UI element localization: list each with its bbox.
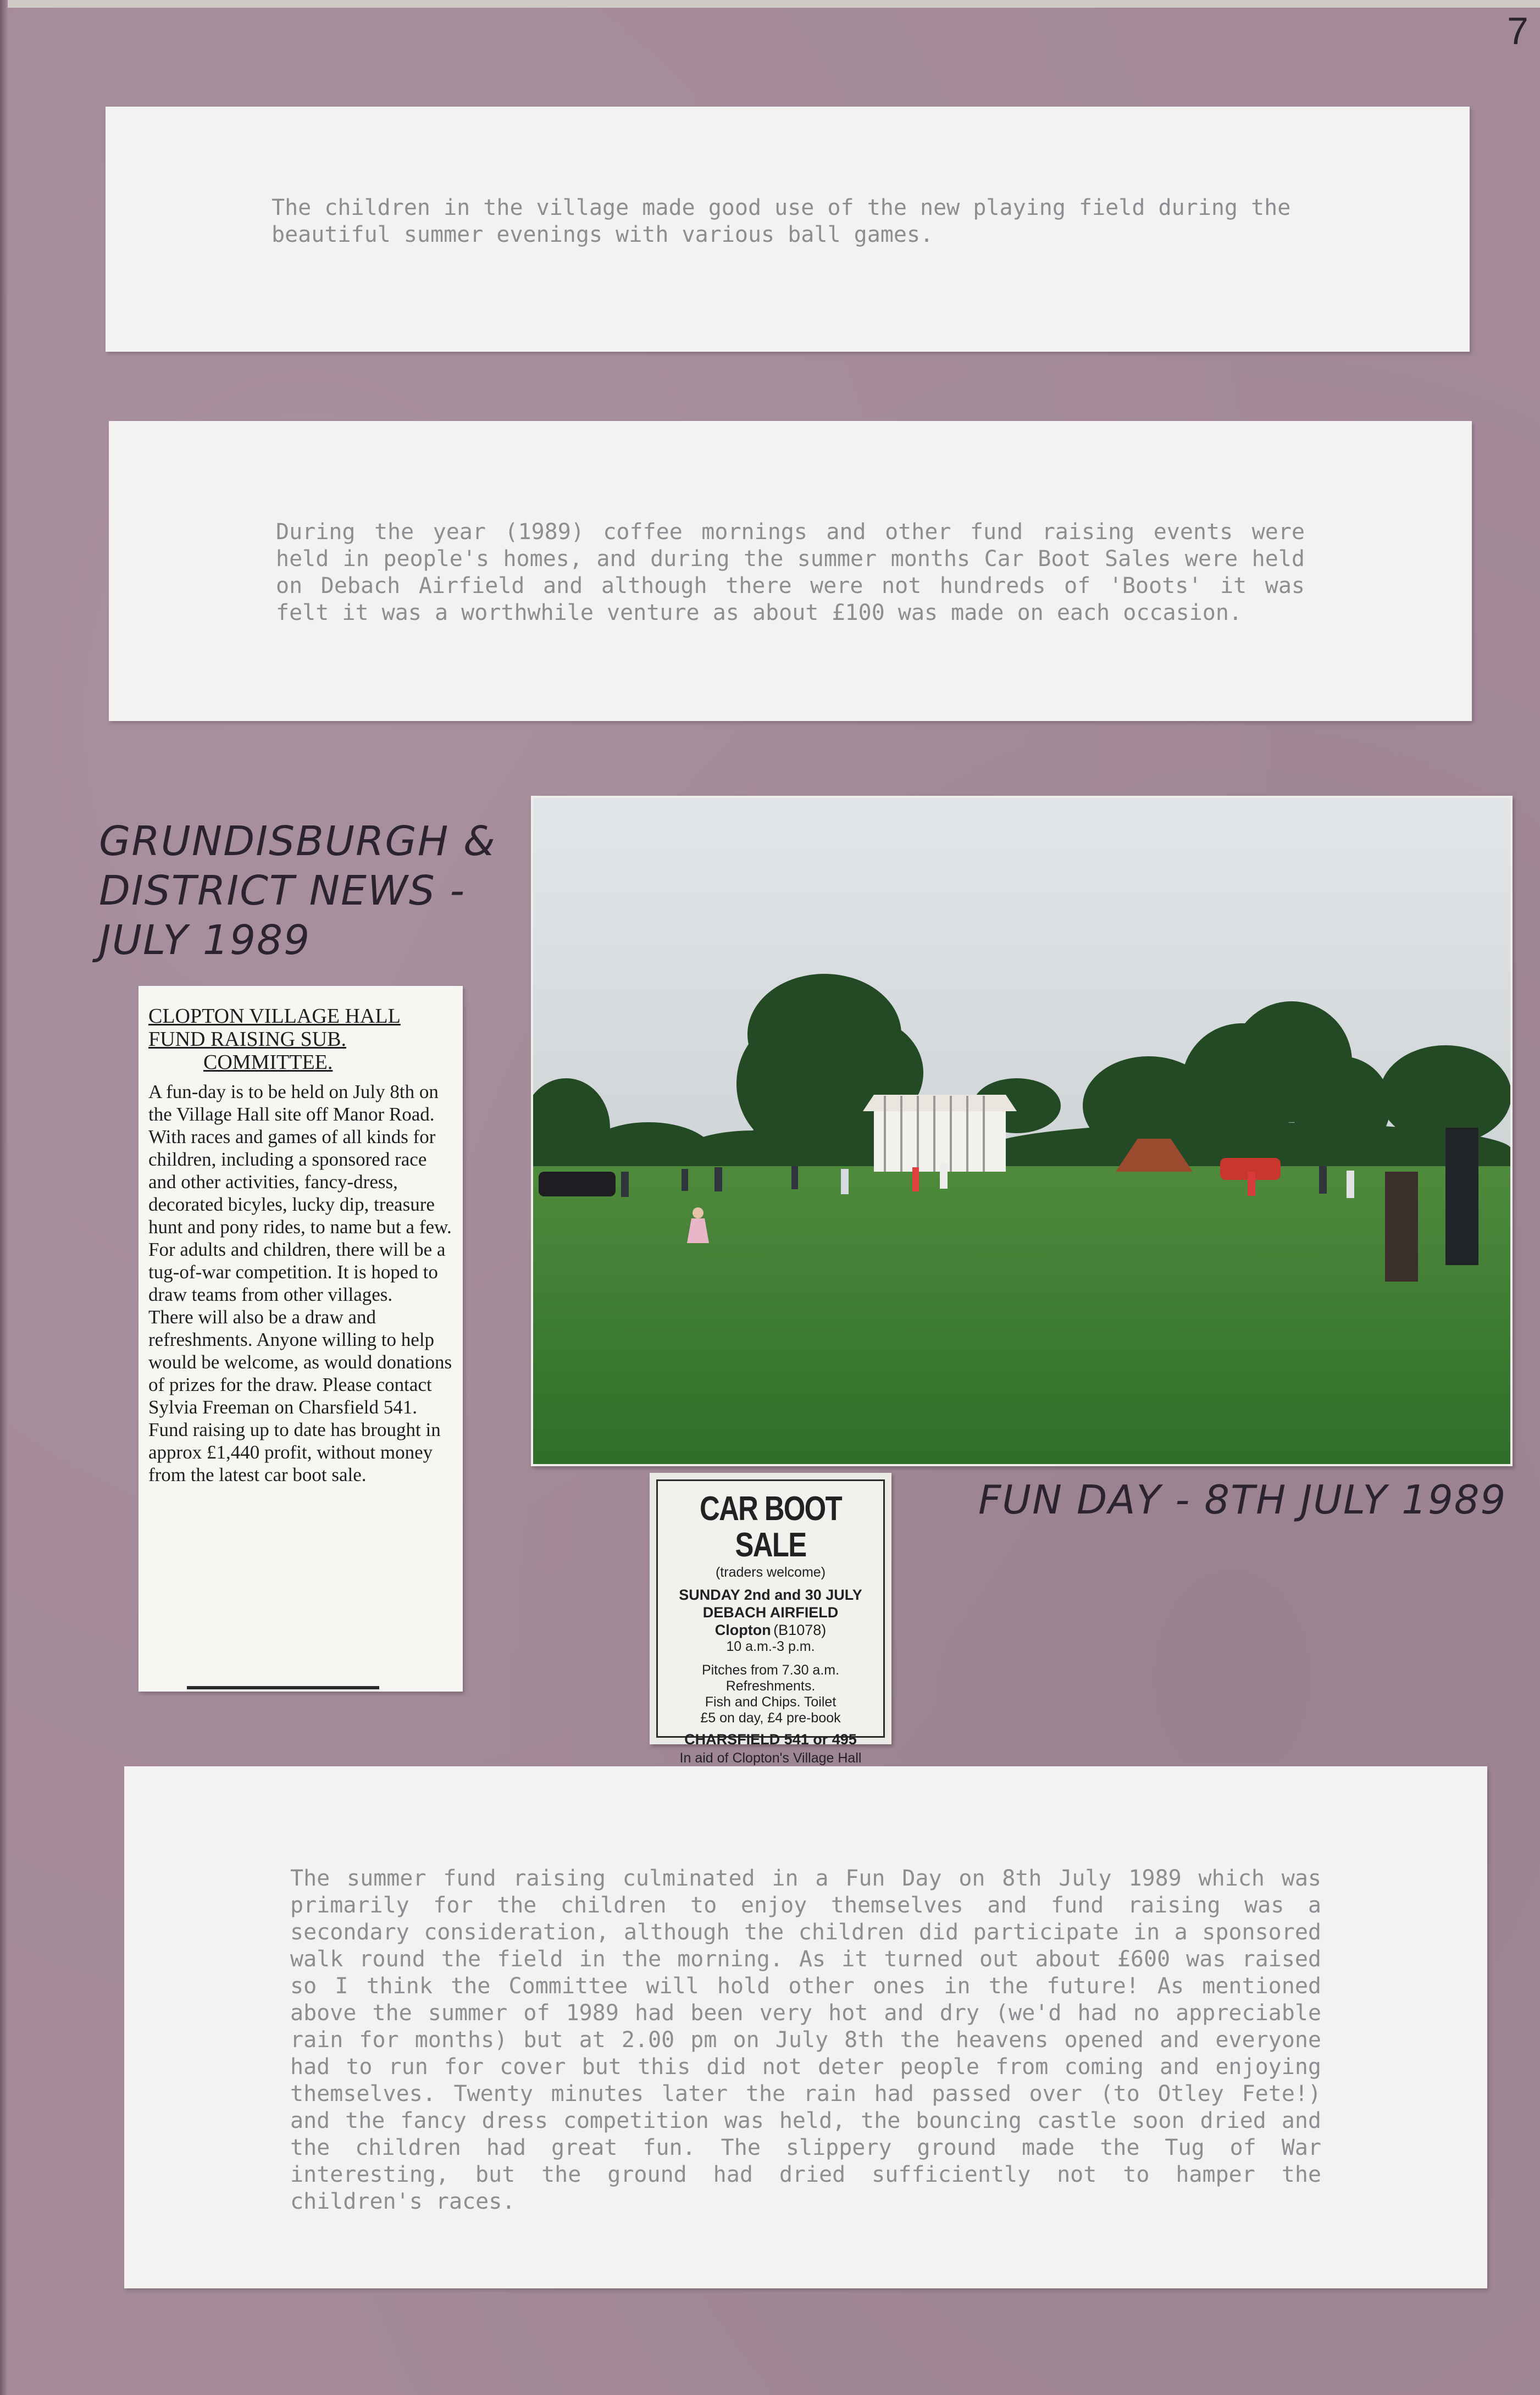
photo-caption: FUN DAY - 8TH JULY 1989 <box>978 1477 1507 1523</box>
typed-note-fun-day <box>124 1766 1487 2288</box>
clipping-body: A fun-day is to be held on July 8th on the Village Hall site off Manor Road. With races and games of all kinds for children, including a sponsored race and other activities, fancy-dress, decorated bicyles, lucky dip, treasure hunt and pony rides, to name but a few. For adults and children, there will be a tug-of-war competition. It is hoped to draw teams from other villages. <box>148 1081 452 1305</box>
advert-aid: In aid of Clopton's Village Hall <box>679 1750 862 1766</box>
typed-note-playing-field <box>106 107 1470 352</box>
clipping-title-line: FUND RAISING SUB. <box>148 1028 346 1051</box>
page-number: 7 <box>1507 9 1528 52</box>
advert-title: CAR BOOT SALE <box>699 1490 842 1564</box>
handwritten-line: DISTRICT NEWS - <box>99 867 466 914</box>
advert-pitches: Pitches from 7.30 a.m. <box>701 1662 840 1678</box>
advert-dates: SUNDAY 2nd and 30 JULY <box>679 1587 862 1603</box>
advert-facilities: Fish and Chips. Toilet <box>705 1694 837 1710</box>
newspaper-clipping <box>139 986 463 1692</box>
clipping-title-line: COMMITTEE. <box>203 1051 333 1074</box>
dark-car <box>539 1172 616 1196</box>
advert-location <box>658 1621 883 1639</box>
advert-refreshments: Refreshments. <box>725 1678 816 1694</box>
advert-venue: DEBACH AIRFIELD <box>702 1604 839 1621</box>
handwritten-line: JULY 1989 <box>99 917 311 964</box>
advert-place: Clopton <box>714 1622 771 1638</box>
clipping-title-line: CLOPTON VILLAGE HALL <box>148 1005 401 1028</box>
advert-prices: £5 on day, £4 pre-book <box>700 1710 841 1726</box>
note-fun-day-text: The summer fund raising culminated in a Fun Day on 8th July 1989 which was primarily for the children to enjoy themselves and fund raising was a secondary consideration, although the children did participate in a sponsored walk round the field in the morning. As it turned out about £600 was raised so I think the Committee will hold other ones in the future! As mentioned above the summer of 1989 had been very hot and dry (we'd had no appreciable rain for months) but at 2.00 pm on July 8th the heavens opened and everyone had to run for cover but this did not deter people from coming and enjoying themselves. Twenty minutes later the rain had passed over (to Otley Fete!) and the fancy dress competition was held, the bouncing castle soon dried and the children had great fun. The slippery ground made the Tug of War interesting, but the ground had dried sufficiently not to hamper the children's races. <box>290 1866 1321 2214</box>
advert-hours: 10 a.m.-3 p.m. <box>726 1639 815 1654</box>
handwritten-source-label <box>99 817 496 965</box>
album-top-edge <box>0 0 1540 8</box>
photo-scene <box>533 798 1510 1464</box>
striped-marquee <box>863 1095 1017 1172</box>
clipping-body-continued: There will also be a draw and refreshments. Anyone willing to help would be welcome, as would donations of prizes for the draw. Please contact Sylvia Freeman on Charsfield 541. Fund raising up to date has brought in approx £1,440 profit, without money from the latest car boot sale. <box>148 1306 452 1485</box>
advert-traders: (traders welcome) <box>715 1565 826 1580</box>
grass-field <box>533 1166 1510 1464</box>
advert-road: (B1078) <box>773 1622 827 1638</box>
car-boot-sale-advert <box>650 1473 891 1766</box>
advert-border <box>656 1479 885 1766</box>
album-spine-edge <box>0 0 8 2395</box>
note-playing-field-text: The children in the village made good use of the new playing field during the beautiful summer evenings with various ball games. <box>272 195 1291 247</box>
clipping-bottom-rule <box>187 1686 379 1689</box>
fun-day-photograph <box>531 796 1513 1466</box>
handwritten-line: GRUNDISBURGH & <box>99 818 496 865</box>
note-fund-raising-text: During the year (1989) coffee mornings and other fund raising events were held in people's homes, and during the summer months Car Boot Sales were held on Debach Airfield and although there were not hundreds of 'Boots' it was felt it was a worthwhile venture as about £100 was made on each occasion. <box>276 519 1305 625</box>
typed-note-fund-raising <box>109 421 1472 721</box>
advert-phone: CHARSFIELD 541 or 495 <box>684 1731 857 1748</box>
